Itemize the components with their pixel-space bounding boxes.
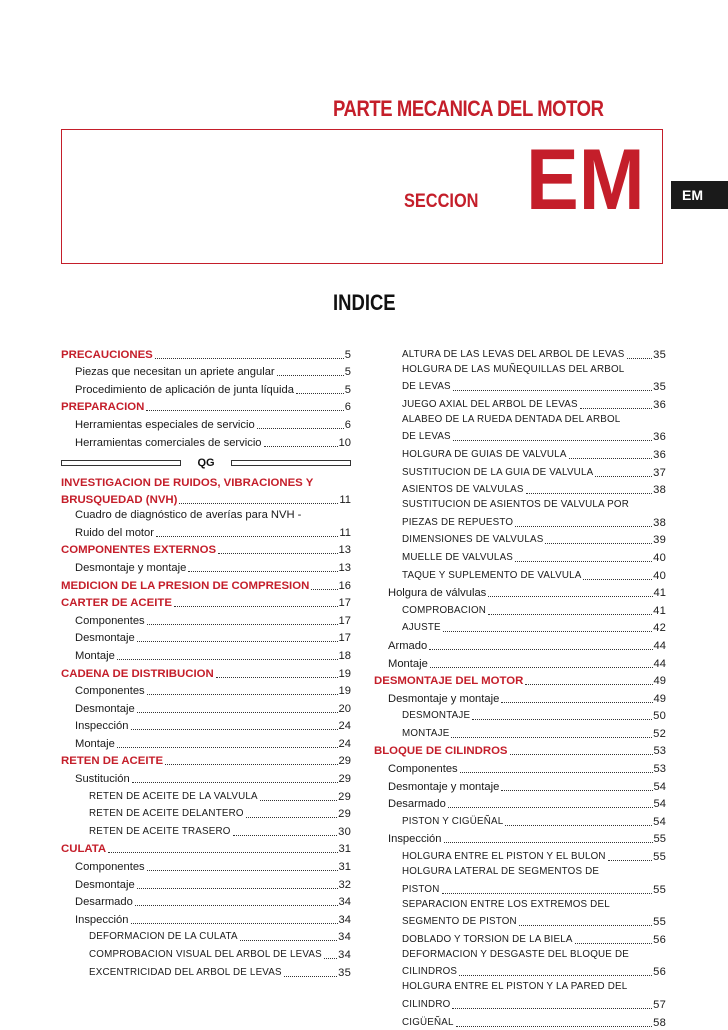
index-entry[interactable] xyxy=(374,362,666,377)
index-entry[interactable] xyxy=(61,821,351,839)
index-column-right xyxy=(374,344,666,1030)
dot-leader xyxy=(246,817,337,818)
index-entry[interactable] xyxy=(61,414,351,432)
index-column-left xyxy=(61,344,351,980)
entry-title: Desmontaje xyxy=(75,632,135,645)
dot-leader xyxy=(488,614,652,615)
index-entry[interactable] xyxy=(61,733,351,751)
index-section-entry[interactable] xyxy=(374,741,666,759)
page-number: 53 xyxy=(653,763,666,776)
page-number: 58 xyxy=(653,1016,666,1029)
section-label: SECCION xyxy=(404,191,479,212)
dot-leader xyxy=(448,807,653,808)
dot-leader xyxy=(545,543,652,544)
dot-leader xyxy=(519,925,652,926)
index-section-entry[interactable] xyxy=(61,344,351,362)
dot-leader xyxy=(137,641,338,642)
dot-leader xyxy=(117,747,338,748)
index-entry[interactable] xyxy=(61,804,351,822)
entry-title: DESMONTAJE xyxy=(402,710,471,722)
entry-title: Inspección xyxy=(388,833,442,846)
page-number: 29 xyxy=(338,790,351,803)
entry-title: Desmontaje y montaje xyxy=(388,780,500,793)
index-entry[interactable] xyxy=(61,681,351,699)
entry-title: DEFORMACION DE LA CULATA xyxy=(89,931,238,943)
page-number: 34 xyxy=(338,913,351,926)
dot-leader xyxy=(216,677,338,678)
dot-leader xyxy=(147,694,338,695)
page-number: 35 xyxy=(653,348,666,361)
dot-leader xyxy=(510,754,653,755)
dot-leader xyxy=(583,579,652,580)
page-number: 41 xyxy=(653,587,666,600)
entry-title: Cuadro de diagnóstico de averías para NVH - xyxy=(75,509,302,522)
entry-title: BLOQUE DE CILINDROS xyxy=(374,745,508,758)
index-list-left-top xyxy=(61,344,351,450)
page-number: 52 xyxy=(653,727,666,740)
entry-title: Inspección xyxy=(75,720,129,733)
page-number: 17 xyxy=(338,632,351,645)
entry-title: Ruido del motor xyxy=(75,526,154,539)
dot-leader xyxy=(442,893,653,894)
entry-title: SUSTITUCION DE ASIENTOS DE VALVULA POR xyxy=(402,499,629,511)
index-entry[interactable] xyxy=(374,811,666,829)
dot-leader xyxy=(284,976,337,977)
page-number: 53 xyxy=(653,745,666,758)
index-entry[interactable] xyxy=(374,653,666,671)
dot-leader xyxy=(174,606,338,607)
index-section-entry[interactable] xyxy=(61,663,351,681)
index-entry[interactable] xyxy=(374,412,666,427)
entry-title: Componentes xyxy=(388,763,458,776)
entry-title: PREPARACION xyxy=(61,401,145,414)
index-entry[interactable] xyxy=(374,427,666,445)
page-number: 10 xyxy=(338,436,351,449)
page-number: 5 xyxy=(344,366,351,379)
index-title: INDICE xyxy=(333,290,396,315)
index-section-entry[interactable] xyxy=(61,593,351,611)
index-entry[interactable] xyxy=(374,846,666,864)
page-number: 20 xyxy=(338,702,351,715)
page-number: 44 xyxy=(653,657,666,670)
page-number: 36 xyxy=(653,431,666,444)
entry-title: RETEN DE ACEITE DE LA VALVULA xyxy=(89,790,258,802)
page-number: 50 xyxy=(653,710,666,723)
page-number: 17 xyxy=(338,597,351,610)
dot-leader xyxy=(132,782,338,783)
entry-title: PRECAUCIONES xyxy=(61,348,153,361)
index-entry[interactable] xyxy=(374,530,666,548)
dot-leader xyxy=(240,940,337,941)
index-entry[interactable] xyxy=(61,909,351,927)
entry-title: COMPROBACION xyxy=(402,604,487,616)
dot-leader xyxy=(488,596,652,597)
entry-title: ALABEO DE LA RUEDA DENTADA DEL ARBOL xyxy=(402,413,621,425)
index-entry[interactable] xyxy=(61,768,351,786)
index-entry[interactable] xyxy=(61,645,351,663)
dot-leader xyxy=(264,446,338,447)
page-number: 56 xyxy=(653,933,666,946)
index-entry[interactable] xyxy=(374,394,666,412)
page-number: 41 xyxy=(653,604,666,617)
page-number: 24 xyxy=(338,737,351,750)
entry-title: Desmontaje xyxy=(75,702,135,715)
qg-label: QG xyxy=(197,457,215,470)
dot-leader xyxy=(525,684,652,685)
page-number: 35 xyxy=(338,966,351,979)
page-number: 55 xyxy=(653,833,666,846)
dot-leader xyxy=(459,975,652,976)
dot-leader xyxy=(147,870,338,871)
index-entry[interactable] xyxy=(374,618,666,636)
index-entry[interactable] xyxy=(374,947,666,962)
entry-title: Armado xyxy=(388,639,428,652)
dot-leader xyxy=(188,571,337,572)
index-entry[interactable] xyxy=(374,1012,666,1030)
page-number: 13 xyxy=(338,561,351,574)
index-entry[interactable] xyxy=(61,874,351,892)
page-number: 40 xyxy=(653,569,666,582)
entry-title: CARTER DE ACEITE xyxy=(61,597,172,610)
entry-title: TAQUE Y SUPLEMENTO DE VALVULA xyxy=(402,569,582,581)
index-section-entry[interactable] xyxy=(61,839,351,857)
page-number: 57 xyxy=(653,999,666,1011)
index-list-right xyxy=(374,344,666,1030)
document-title: PARTE MECANICA DEL MOTOR xyxy=(333,96,604,121)
page-number: 55 xyxy=(653,916,666,929)
index-entry[interactable] xyxy=(61,432,351,450)
index-entry[interactable] xyxy=(374,600,666,618)
dot-leader xyxy=(460,772,653,773)
index-entry[interactable] xyxy=(374,344,666,362)
dot-leader xyxy=(147,624,338,625)
dot-leader xyxy=(627,358,653,359)
entry-title: CADENA DE DISTRIBUCION xyxy=(61,667,214,680)
page-number: 19 xyxy=(338,685,351,698)
dot-leader xyxy=(296,393,344,394)
index-list-left-bottom xyxy=(61,475,351,980)
entry-title: Montaje xyxy=(75,737,115,750)
entry-title: SEGMENTO DE PISTON xyxy=(402,916,517,928)
entry-title: COMPROBACION VISUAL DEL ARBOL DE LEVAS xyxy=(89,949,322,960)
dot-leader xyxy=(472,719,652,720)
index-entry[interactable] xyxy=(374,444,666,462)
index-entry[interactable] xyxy=(61,362,351,380)
entry-title: SUSTITUCION DE LA GUIA DE VALVULA xyxy=(402,466,594,478)
dot-leader xyxy=(179,503,338,504)
entry-title: AJUSTE xyxy=(402,622,441,634)
index-entry[interactable] xyxy=(61,557,351,575)
dot-leader xyxy=(526,493,653,494)
page-number: 31 xyxy=(338,843,351,856)
entry-title: Piezas que necesitan un apriete angular xyxy=(75,366,275,379)
entry-title: Desmontaje xyxy=(75,878,135,891)
index-entry[interactable] xyxy=(61,962,351,980)
dot-leader xyxy=(137,888,338,889)
page-number: 11 xyxy=(339,494,351,507)
section-tab[interactable]: EM xyxy=(671,181,728,209)
entry-title: PISTON xyxy=(402,883,440,895)
page-number: 55 xyxy=(653,883,666,896)
dot-leader xyxy=(429,649,652,650)
index-entry[interactable] xyxy=(374,462,666,480)
page-number: 13 xyxy=(338,544,351,557)
entry-title: Desmontaje y montaje xyxy=(75,561,187,574)
entry-title: Desarmado xyxy=(388,798,446,811)
dot-leader xyxy=(165,764,337,765)
page-number: 5 xyxy=(344,348,351,361)
index-entry[interactable] xyxy=(61,507,351,522)
dot-leader xyxy=(456,1026,652,1027)
entry-title: JUEGO AXIAL DEL ARBOL DE LEVAS xyxy=(402,398,578,410)
index-entry[interactable] xyxy=(61,379,351,397)
dot-leader xyxy=(608,860,652,861)
page-number: 37 xyxy=(653,466,666,479)
page-number: 54 xyxy=(653,780,666,793)
dot-leader xyxy=(146,410,343,411)
entry-title: PIEZAS DE REPUESTO xyxy=(402,516,514,528)
index-entry[interactable] xyxy=(374,929,666,947)
page-number: 38 xyxy=(653,484,666,497)
page-number: 17 xyxy=(338,614,351,627)
index-entry[interactable] xyxy=(374,864,666,879)
page-number: 35 xyxy=(653,381,666,394)
index-entry[interactable] xyxy=(374,688,666,706)
entry-title: COMPONENTES EXTERNOS xyxy=(61,544,217,557)
dot-leader xyxy=(443,631,652,632)
dot-leader xyxy=(156,536,338,537)
page-number: 5 xyxy=(344,383,351,396)
page-number: 31 xyxy=(338,861,351,874)
entry-title: EXCENTRICIDAD DEL ARBOL DE LEVAS xyxy=(89,966,282,978)
entry-title: ALTURA DE LAS LEVAS DEL ARBOL DE LEVAS xyxy=(402,348,625,360)
index-entry[interactable] xyxy=(374,706,666,724)
page-number: 18 xyxy=(338,649,351,662)
entry-title: HOLGURA ENTRE EL PISTON Y LA PARED DEL xyxy=(402,981,628,993)
entry-title: DE LEVAS xyxy=(402,431,451,443)
page-number: 30 xyxy=(338,825,351,838)
page-number: 34 xyxy=(338,931,351,944)
entry-title: DOBLADO Y TORSION DE LA BIELA xyxy=(402,933,573,945)
page-number: 16 xyxy=(338,579,351,592)
entry-title: HOLGURA DE GUIAS DE VALVULA xyxy=(402,448,567,460)
qg-divider-bar-right xyxy=(231,460,351,466)
page-number: 6 xyxy=(344,401,351,414)
page-number: 24 xyxy=(338,720,351,733)
index-entry[interactable] xyxy=(61,927,351,945)
index-entry[interactable] xyxy=(61,698,351,716)
page-number: 34 xyxy=(338,949,351,961)
index-section-entry[interactable] xyxy=(61,397,351,415)
dot-leader xyxy=(260,800,337,801)
page-number: 36 xyxy=(653,398,666,411)
index-entry[interactable] xyxy=(374,897,666,912)
dot-leader xyxy=(501,790,652,791)
page-number: 29 xyxy=(338,773,351,786)
dot-leader xyxy=(453,440,652,441)
dot-leader xyxy=(117,659,338,660)
index-entry[interactable] xyxy=(374,480,666,498)
dot-leader xyxy=(233,835,338,836)
entry-title: INVESTIGACION DE RUIDOS, VIBRACIONES Y xyxy=(61,476,314,489)
dot-leader xyxy=(257,428,344,429)
page-number: 55 xyxy=(653,851,666,864)
dot-leader xyxy=(444,842,653,843)
qg-divider xyxy=(61,453,351,474)
index-entry[interactable] xyxy=(374,994,666,1012)
entry-title: MEDICION DE LA PRESION DE COMPRESION xyxy=(61,579,310,592)
page-number: 34 xyxy=(338,896,351,909)
page-number: 29 xyxy=(338,755,351,768)
entry-title: RETEN DE ACEITE TRASERO xyxy=(89,825,231,837)
index-entry[interactable] xyxy=(374,776,666,794)
dot-leader xyxy=(135,905,338,906)
section-code: EM xyxy=(526,132,645,228)
entry-title: Inspección xyxy=(75,913,129,926)
dot-leader xyxy=(453,390,652,391)
entry-title: CILINDRO xyxy=(402,999,451,1010)
page-number: 44 xyxy=(653,639,666,652)
entry-title: Procedimiento de aplicación de junta líquida xyxy=(75,383,294,396)
index-entry[interactable] xyxy=(374,829,666,847)
dot-leader xyxy=(108,852,337,853)
qg-divider-bar-left xyxy=(61,460,181,466)
index-entry[interactable] xyxy=(61,856,351,874)
entry-title: Montaje xyxy=(388,657,428,670)
index-entry[interactable] xyxy=(374,512,666,530)
entry-title: DE LEVAS xyxy=(402,381,451,393)
page-number: 32 xyxy=(338,878,351,891)
entry-title: Montaje xyxy=(75,649,115,662)
index-section-entry[interactable] xyxy=(61,575,351,593)
index-entry[interactable] xyxy=(374,565,666,583)
page-number: 39 xyxy=(653,534,666,547)
dot-leader xyxy=(218,553,337,554)
entry-title: RETEN DE ACEITE xyxy=(61,755,164,768)
index-entry[interactable] xyxy=(374,794,666,812)
page-number: 40 xyxy=(653,551,666,564)
dot-leader xyxy=(515,561,652,562)
dot-leader xyxy=(452,1008,652,1009)
dot-leader xyxy=(155,358,344,359)
page-number: 29 xyxy=(338,808,351,821)
dot-leader xyxy=(505,825,652,826)
index-section-entry[interactable] xyxy=(61,490,351,508)
index-entry[interactable] xyxy=(61,786,351,804)
entry-title: HOLGURA LATERAL DE SEGMENTOS DE xyxy=(402,866,600,878)
index-entry[interactable] xyxy=(61,522,351,540)
dot-leader xyxy=(515,526,652,527)
dot-leader xyxy=(595,476,652,477)
page-number: 11 xyxy=(339,526,351,539)
entry-title: CIGÜEÑAL xyxy=(402,1016,454,1028)
index-entry[interactable] xyxy=(374,547,666,565)
page-number: 38 xyxy=(653,516,666,529)
dot-leader xyxy=(131,729,338,730)
index-entry[interactable] xyxy=(374,879,666,897)
dot-leader xyxy=(277,375,344,376)
entry-title: Holgura de válvulas xyxy=(388,587,487,600)
entry-title: BRUSQUEDAD (NVH) xyxy=(61,494,178,507)
dot-leader xyxy=(451,737,652,738)
dot-leader xyxy=(501,702,652,703)
page-number: 19 xyxy=(338,667,351,680)
dot-leader xyxy=(311,589,337,590)
entry-title: Componentes xyxy=(75,614,145,627)
entry-title: Desarmado xyxy=(75,896,133,909)
index-entry[interactable] xyxy=(61,716,351,734)
page-number: 54 xyxy=(653,798,666,811)
page-number: 36 xyxy=(653,448,666,461)
index-entry[interactable] xyxy=(374,635,666,653)
entry-title: DIMENSIONES DE VALVULAS xyxy=(402,534,544,546)
entry-title: RETEN DE ACEITE DELANTERO xyxy=(89,808,244,820)
dot-leader xyxy=(131,923,338,924)
entry-title: Componentes xyxy=(75,685,145,698)
index-entry[interactable] xyxy=(61,892,351,910)
entry-title: HOLGURA DE LAS MUÑEQUILLAS DEL ARBOL xyxy=(402,363,625,375)
entry-title: MUELLE DE VALVULAS xyxy=(402,551,514,563)
entry-title: DESMONTAJE DEL MOTOR xyxy=(374,675,524,688)
entry-title: Herramientas comerciales de servicio xyxy=(75,436,262,449)
index-entry[interactable] xyxy=(374,979,666,994)
entry-title: DEFORMACION Y DESGASTE DEL BLOQUE DE xyxy=(402,948,629,960)
index-entry[interactable] xyxy=(374,912,666,930)
entry-title: ASIENTOS DE VALVULAS xyxy=(402,484,524,496)
page-number: 49 xyxy=(653,692,666,705)
entry-title: HOLGURA ENTRE EL PISTON Y EL BULON xyxy=(402,851,606,863)
page-number: 56 xyxy=(653,966,666,979)
index-entry[interactable] xyxy=(374,758,666,776)
entry-title: MONTAJE xyxy=(402,727,450,739)
index-entry[interactable] xyxy=(374,723,666,741)
index-section-entry[interactable] xyxy=(61,475,351,490)
page-number: 54 xyxy=(653,815,666,828)
entry-title: SEPARACION ENTRE LOS EXTREMOS DEL xyxy=(402,898,610,910)
index-section-entry[interactable] xyxy=(61,751,351,769)
entry-title: Herramientas especiales de servicio xyxy=(75,418,255,431)
index-entry[interactable] xyxy=(61,628,351,646)
index-entry[interactable] xyxy=(374,962,666,980)
dot-leader xyxy=(580,408,652,409)
page-number: 42 xyxy=(653,622,666,635)
index-entry[interactable] xyxy=(61,610,351,628)
dot-leader xyxy=(569,458,653,459)
entry-title: Desmontaje y montaje xyxy=(388,692,500,705)
index-section-entry[interactable] xyxy=(374,671,666,689)
entry-title: Sustitución xyxy=(75,773,130,786)
index-entry[interactable] xyxy=(374,377,666,395)
page-number: 6 xyxy=(344,418,351,431)
index-section-entry[interactable] xyxy=(61,540,351,558)
entry-title: CILINDROS xyxy=(402,966,458,978)
entry-title: CULATA xyxy=(61,843,107,856)
page-number: 49 xyxy=(653,675,666,688)
index-entry[interactable] xyxy=(374,497,666,512)
dot-leader xyxy=(324,958,337,959)
dot-leader xyxy=(137,712,338,713)
index-entry[interactable] xyxy=(61,944,351,962)
entry-title: PISTON Y CIGÜEÑAL xyxy=(402,815,504,827)
dot-leader xyxy=(430,667,653,668)
index-entry[interactable] xyxy=(374,583,666,601)
entry-title: Componentes xyxy=(75,861,145,874)
